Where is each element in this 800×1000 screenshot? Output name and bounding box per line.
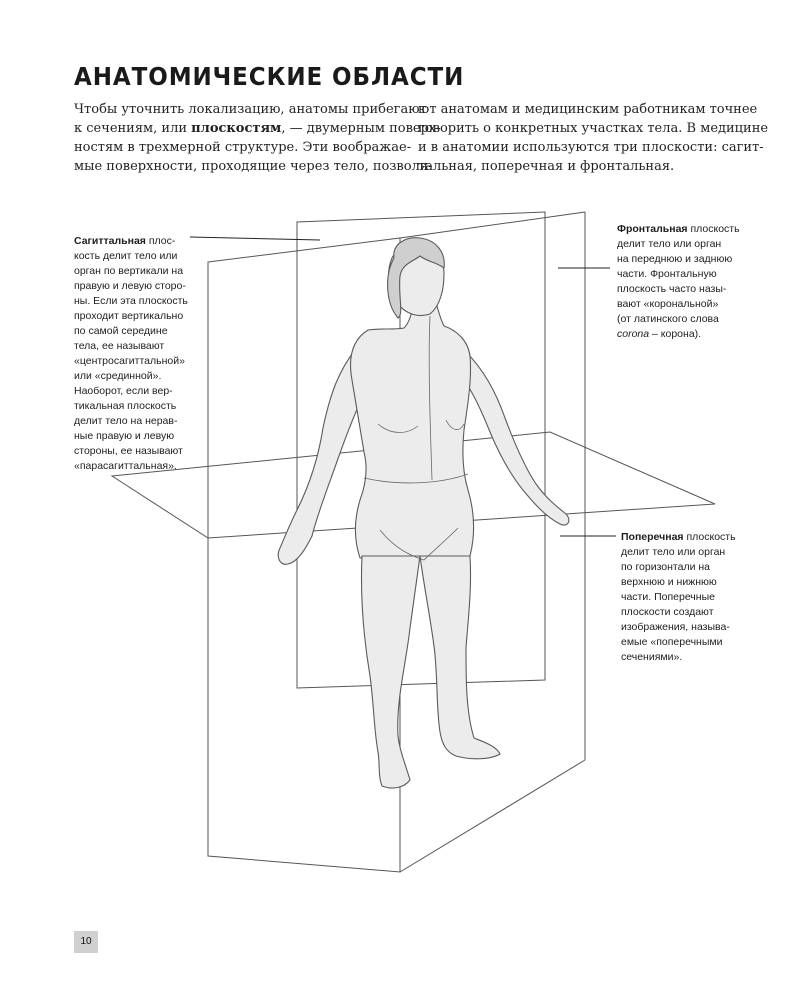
term-planes: плоскостям: [191, 121, 282, 136]
term-transverse: Поперечная: [621, 531, 684, 543]
intro-line: и в анатомии используются три плоскости: сагит-: [418, 140, 764, 155]
intro-line: к сечениям, или плоскостям, — двумерным поверх-: [74, 121, 441, 136]
left-leg: [361, 556, 420, 788]
intro-line: тальная, поперечная и фронтальная.: [418, 159, 675, 174]
page-number: 10: [74, 931, 98, 953]
right-arm: [464, 352, 569, 525]
page-title: АНАТОМИЧЕСКИЕ ОБЛАСТИ: [74, 62, 465, 91]
caption-frontal: Фронтальная плоскость делит тело или орган на переднюю и заднюю части. Фронтальную плоскость часто назы- вают «корональной» (от латинского слова corona – корона).: [617, 223, 740, 340]
intro-line: Чтобы уточнить локализацию, анатомы прибегают: [74, 102, 427, 117]
intro-line: мые поверхности, проходящие через тело, позволя-: [74, 159, 433, 174]
intro-line: говорить о конкретных участках тела. В медицине: [418, 121, 769, 136]
intro-line: ют анатомам и медицинским работникам точнее: [418, 102, 758, 117]
intro-line: ностям в трехмерной структуре. Эти воображае-: [74, 140, 412, 155]
term-frontal: Фронтальная: [617, 223, 688, 235]
term-sagittal: Сагиттальная: [74, 235, 146, 247]
caption-sagittal: Сагиттальная плос- кость делит тело или орган по вертикали на правую и левую сторо- ны. Если эта плоскость проходит вертикально по самой середине тела, ее называют «центросагиттальной» или «срединной». Наоборот, если вер- тикальная плоскость делит тело на нерав- ные правую и левую стороны, ее называют «парасагиттальная».: [74, 235, 188, 472]
caption-transverse: Поперечная плоскость делит тело или орган по горизонтали на верхнюю и нижнюю части. Поперечные плоскости создают изображения, называ- емые «поперечными сечениями».: [621, 531, 736, 663]
right-leg: [420, 556, 500, 759]
term-corona: corona: [617, 328, 650, 340]
left-arm: [278, 350, 362, 564]
human-figure: [278, 238, 569, 788]
